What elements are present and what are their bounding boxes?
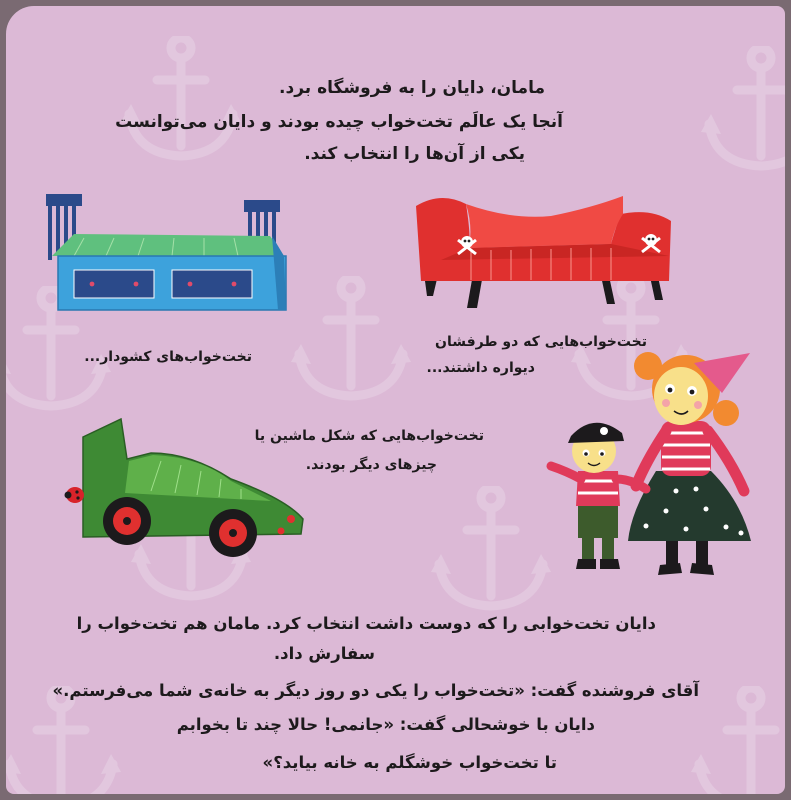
intro-line-3: یکی از آن‌ها را انتخاب کند. — [304, 144, 525, 164]
story-line-2: سفارش داد. — [273, 644, 375, 663]
blue-bed-caption: تخت‌خواب‌های کشودار... — [84, 349, 252, 365]
mother-and-child-illustration — [536, 341, 761, 586]
red-bed-caption-line-1: تخت‌خواب‌هایی که دو طرفشان — [435, 334, 647, 350]
car-wheel — [103, 497, 151, 545]
car-bed-caption-line-1: تخت‌خواب‌هایی که شکل ماشین یا — [254, 428, 484, 444]
anchor-icon — [696, 46, 785, 176]
anchor-icon — [686, 686, 785, 794]
car-wheel — [209, 509, 257, 557]
intro-line-2: آنجا یک عالَم تخت‌خواب چیده بودند و دایان می‌توانست — [115, 112, 563, 132]
red-bed-illustration — [411, 186, 676, 316]
anchor-icon — [286, 276, 416, 406]
skull-crossbones-icon — [600, 427, 608, 435]
story-line-4: دایان با خوشحالی گفت: «جانمی! حالا چند تا بخوابم — [176, 715, 595, 734]
anchor-icon — [116, 36, 246, 166]
car-bed-caption-line-2: چیزهای دیگر بودند. — [305, 457, 437, 473]
intro-line-1: مامان، دایان را به فروشگاه برد. — [279, 78, 545, 98]
red-bed-caption-line-2: دیواره داشتند... — [426, 360, 535, 376]
story-line-1: دایان تخت‌خوابی را که دوست داشت انتخاب کرد. مامان هم تخت‌خواب را — [76, 614, 656, 633]
story-line-3: آقای فروشنده گفت: «تخت‌خواب را یکی دو روز دیگر به خانه‌ی شما می‌فرستم.» — [52, 681, 699, 700]
ladybug-icon — [65, 487, 85, 503]
story-page — [6, 6, 785, 794]
story-line-5: تا تخت‌خواب خوشگلم به خانه بیاید؟» — [262, 753, 557, 772]
blue-bed-illustration — [44, 186, 289, 321]
